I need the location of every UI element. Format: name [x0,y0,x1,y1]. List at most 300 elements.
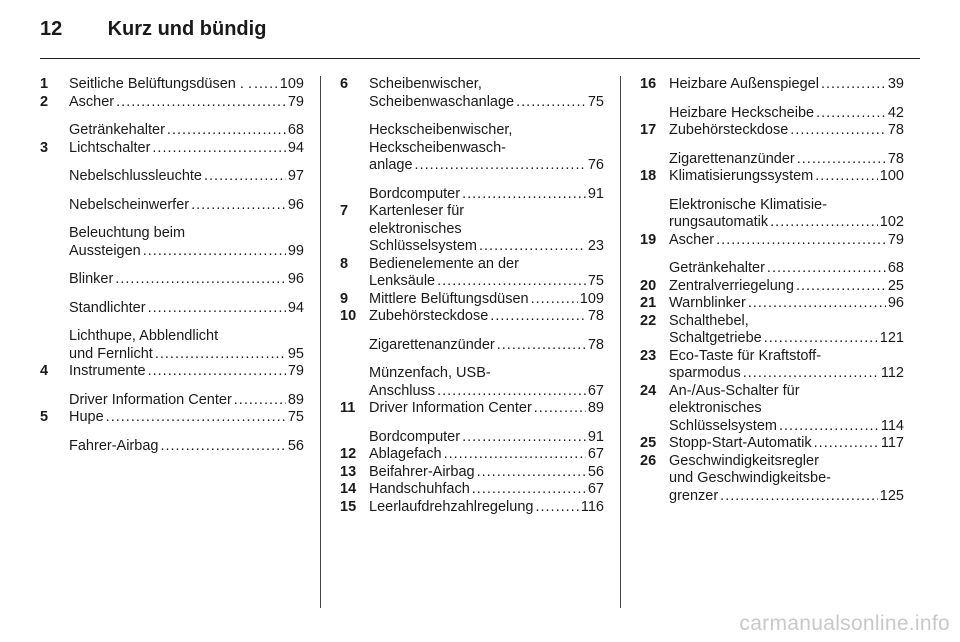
toc-entry [40,168,304,186]
item-label: Anschluss [369,382,436,399]
item-label-last-line [69,197,304,215]
dot-leader [779,418,879,436]
item-label-last-line [69,122,304,140]
item-page: 68 [287,122,304,138]
dot-leader [148,363,286,381]
item-label: rungsautomatik [669,214,769,230]
toc-entry [640,260,904,278]
toc-entry [40,94,304,112]
item-label-last-line [369,291,604,309]
item-number [40,300,69,318]
item-number: 22 [640,312,657,329]
dot-leader [437,383,586,401]
item-number: 4 [40,363,49,379]
item-number: 7 [340,203,349,219]
item-body [369,291,604,309]
item-label-last-line [69,363,304,381]
dot-leader [167,122,286,140]
toc-entry [340,337,604,355]
item-label: Ascher [69,93,115,110]
item-page: 75 [587,93,604,110]
item-number: 8 [340,255,349,272]
item-label-last-line [369,383,604,401]
item-body [69,392,304,410]
item-label-last-line [369,308,604,326]
toc-entry [40,76,304,94]
toc-entry [640,348,904,383]
dot-leader [534,400,586,418]
item-label-line: Elektronische Klimatisie- [669,196,827,213]
item-label-line: Eco-Taste für Kraftstoff- [669,347,822,364]
item-label-last-line [369,464,604,482]
item-label-last-line [69,346,304,364]
item-label-line: Kartenleser für [369,203,465,219]
item-label-line: Scheibenwischer, [369,76,482,92]
item-label-line: Geschwindigkeitsregler [669,452,819,469]
item-label-last-line [369,446,604,464]
item-label-last-line [369,238,604,256]
item-label: sparmodus [669,365,741,381]
item-page: 109 [279,76,304,92]
item-number: 26 [640,452,657,469]
item-label: Lenksäule [369,273,436,289]
item-number [40,271,69,289]
item-page: 112 [880,365,904,381]
toc-entry [40,392,304,410]
dot-leader [797,151,886,169]
toc-entry [340,481,604,499]
item-label: Stopp-Start-Automatik [669,435,812,451]
item-label: Heizbare Außenspiegel [669,76,819,92]
item-label: Zubehörsteckdose [669,122,789,138]
item-number: 17 [640,122,657,138]
item-page: 89 [587,400,604,416]
item-label-line: Münzenfach, USB- [369,365,491,381]
toc-entry [340,256,604,291]
dot-leader [716,232,886,250]
item-body [369,122,604,175]
item-body [369,464,604,482]
dot-leader [191,197,286,215]
item-page: 116 [580,498,604,515]
toc-column-1 [40,76,304,455]
item-body [369,76,604,111]
toc-entry [40,271,304,289]
dot-leader [477,464,586,482]
toc-entry [40,197,304,215]
item-label: Driver Information Center [69,391,232,408]
item-body [369,256,604,291]
item-number [40,392,69,410]
dot-leader [531,291,578,309]
item-label-line: Heckscheibenwischer, [369,122,513,138]
item-label: Scheibenwaschanlage [369,93,515,110]
item-body [369,499,604,517]
item-body [669,435,904,453]
item-label-line: Heckscheibenwasch- [369,139,507,156]
item-label-last-line [69,300,304,318]
column-divider [320,76,321,608]
item-page: 56 [587,463,604,480]
toc-entry [340,122,604,175]
item-page: 68 [887,260,904,276]
toc-entry [340,203,604,256]
item-label-last-line [669,330,904,348]
item-number: 2 [40,93,49,110]
toc-entry [640,435,904,453]
dot-leader [152,140,285,158]
toc-entry [640,278,904,296]
item-label-last-line [369,94,604,112]
item-number: 13 [340,463,357,480]
dot-leader [462,186,586,204]
toc-entry [340,499,604,517]
item-body [669,168,904,186]
item-number [340,186,369,204]
item-number [40,438,69,456]
item-body [69,271,304,289]
item-body [369,308,604,326]
item-label: Handschuhfach [369,481,470,497]
dot-leader [821,76,886,94]
item-label: Blinker [69,271,114,287]
item-label-last-line [669,418,904,436]
item-body [69,225,304,260]
item-label-last-line [669,278,904,296]
toc-entry [640,168,904,186]
item-label: und Fernlicht [69,345,153,362]
item-label-last-line [369,499,604,517]
page-number: 12 [40,18,63,40]
item-number [340,337,369,355]
toc-entry [40,140,304,158]
item-number [40,168,69,186]
item-page: 91 [587,428,604,445]
dot-leader [444,446,586,464]
item-number: 5 [40,409,49,425]
dot-leader [748,295,886,313]
item-label: Beifahrer-Airbag [369,463,475,480]
item-label-line: Beleuchtung beim [69,225,186,241]
item-body [69,94,304,112]
item-label: Nebelschlussleuchte [69,168,202,184]
dot-leader [770,214,878,232]
item-page: 114 [880,417,904,434]
item-page: 96 [287,271,304,287]
toc-entry [40,300,304,318]
item-label: Bordcomputer [369,185,461,202]
dot-leader [472,481,586,499]
item-number [640,260,669,278]
item-label-last-line [669,365,904,383]
item-number [40,197,69,215]
item-number [340,365,369,400]
toc-entry [340,464,604,482]
item-page: 100 [879,168,904,184]
item-body [69,168,304,186]
item-page: 67 [587,481,604,497]
item-body [69,409,304,427]
item-label: Lichtschalter [69,139,151,156]
item-label: Zigarettenanzünder [369,336,495,353]
item-page: 96 [287,196,304,213]
toc-entry [340,186,604,204]
item-label-last-line [669,214,904,232]
item-page: 25 [887,277,904,294]
dot-leader [204,168,286,186]
item-number [340,429,369,447]
dot-leader [479,238,586,256]
item-label-last-line [69,76,304,94]
item-label-last-line [669,260,904,278]
item-label-last-line [69,392,304,410]
toc-entry [640,197,904,232]
dot-leader [516,94,586,112]
item-body [369,481,604,499]
item-body [669,105,904,123]
dot-leader [115,271,286,289]
item-body [69,122,304,140]
page-header [40,18,266,41]
item-body [369,429,604,447]
item-label-last-line [369,400,604,418]
item-label: anlage [369,157,413,173]
item-page: 102 [879,214,904,230]
item-body [69,363,304,381]
item-body [69,76,304,94]
item-number: 15 [340,498,357,515]
item-number: 3 [40,139,49,156]
toc-entry [340,446,604,464]
item-number: 24 [640,382,657,399]
item-body [669,232,904,250]
item-body [669,313,904,348]
item-label: Getränkehalter [669,260,765,276]
item-label-last-line [669,105,904,123]
item-label-line: Lichthupe, Abblendlicht [69,328,219,344]
toc-entry [340,400,604,418]
item-page: 96 [887,295,904,311]
item-body [369,446,604,464]
item-label-line: Bedienelemente an der [369,255,519,272]
item-body [669,197,904,232]
toc-entry [40,409,304,427]
toc-entry [340,308,604,326]
dot-leader [116,94,286,112]
item-label: Heizbare Heckscheibe [669,104,815,121]
dot-leader [815,168,878,186]
item-label: Klimatisierungssystem [669,168,814,184]
item-label: Fahrer-Airbag [69,437,159,454]
dot-leader [254,76,278,94]
item-number: 11 [340,400,356,416]
item-label: Mittlere Belüftungsdüsen [369,290,529,307]
item-label: Hupe [69,409,104,425]
item-label: Getränkehalter [69,122,165,138]
item-label: Instrumente [69,363,146,379]
toc-entry [640,76,904,94]
item-body [669,295,904,313]
item-label-last-line [669,122,904,140]
item-page: 99 [287,242,304,259]
item-body [669,278,904,296]
item-number: 16 [640,76,657,92]
toc-entry [40,225,304,260]
dot-leader [767,260,886,278]
item-label-last-line [69,438,304,456]
item-label-last-line [669,168,904,186]
item-label-last-line [669,232,904,250]
toc-entry [40,438,304,456]
item-number: 25 [640,435,657,451]
item-page: 78 [587,336,604,353]
toc-entry [340,291,604,309]
item-body [669,453,904,506]
item-label-last-line [369,337,604,355]
item-label: Ascher [669,231,715,248]
item-label-line: elektronisches [369,220,462,237]
item-body [69,438,304,456]
toc-entry [40,328,304,363]
toc-entry [340,76,604,111]
item-page: 121 [879,330,904,346]
item-label-last-line [69,409,304,427]
item-label-last-line [669,435,904,453]
item-label-last-line [669,488,904,506]
dot-leader [720,488,878,506]
toc-entry [640,232,904,250]
item-body [369,186,604,204]
item-label-last-line [369,429,604,447]
item-page: 79 [287,363,304,379]
item-page: 94 [287,299,304,316]
toc-entry [640,295,904,313]
item-label-last-line [69,168,304,186]
dot-leader [160,438,285,456]
item-number [40,122,69,140]
dot-leader [155,346,286,364]
dot-leader [490,308,586,326]
item-page: 67 [587,382,604,399]
item-number: 1 [40,76,49,92]
item-label-last-line [69,243,304,261]
item-body [369,203,604,256]
item-page: 109 [579,290,604,307]
item-label: grenzer [669,487,719,504]
item-label: Zentralverriegelung [669,277,794,294]
item-label-last-line [669,295,904,313]
toc-entry [340,429,604,447]
toc-column-3 [640,76,904,505]
item-label: Driver Information Center [369,400,532,416]
item-label-line: An-/Aus-Schalter für [669,382,800,399]
item-page: 91 [587,185,604,202]
toc-entry [640,151,904,169]
dot-leader [790,122,886,140]
item-label: Schlüsselsystem [669,417,777,434]
item-label: Standlichter [69,299,146,316]
item-body [369,400,604,418]
item-body [669,260,904,278]
item-body [669,383,904,436]
item-label: Warnblinker [669,295,746,311]
dot-leader [415,157,586,175]
item-page: 117 [880,435,904,451]
item-number: 21 [640,295,657,311]
item-number [640,151,669,169]
toc-column-2 [340,76,604,516]
dot-leader [234,392,286,410]
watermark: carmanualsonline.info [739,612,950,635]
item-page: 78 [887,122,904,138]
item-label: Nebelscheinwerfer [69,196,190,213]
item-label: Zigarettenanzünder [669,150,795,167]
item-page: 67 [587,446,604,462]
item-page: 79 [887,231,904,248]
item-page: 94 [287,139,304,156]
item-label-last-line [69,140,304,158]
item-label-last-line [669,151,904,169]
item-page: 75 [287,409,304,425]
item-page: 23 [587,238,604,254]
toc-entry [640,122,904,140]
item-page: 97 [287,168,304,184]
column-divider [620,76,621,608]
item-body [369,337,604,355]
item-page: 39 [887,76,904,92]
item-body [369,365,604,400]
item-label-last-line [69,94,304,112]
toc-entry [640,383,904,436]
item-body [669,348,904,383]
item-number: 12 [340,446,357,462]
item-number [340,122,369,175]
item-page: 78 [587,308,604,324]
item-label-last-line [369,157,604,175]
item-body [669,76,904,94]
item-page: 76 [587,157,604,173]
dot-leader [535,499,578,517]
dot-leader [497,337,586,355]
page-title: Kurz und bündig [107,18,267,40]
toc-entry [640,313,904,348]
item-label-line: Schalthebel, [669,312,749,329]
item-label-last-line [369,481,604,499]
item-label: Leerlaufdrehzahlregelung [369,498,534,515]
item-number: 10 [340,308,357,324]
dot-leader [148,300,286,318]
item-page: 56 [287,437,304,454]
item-label: Ablagefach [369,446,442,462]
item-page: 75 [587,273,604,289]
item-label-last-line [369,273,604,291]
item-number [40,328,69,363]
toc-entry [40,363,304,381]
item-number: 14 [340,481,357,497]
item-label: Aussteigen [69,242,141,259]
item-body [69,197,304,215]
item-label: Schlüsselsystem [369,238,477,254]
item-page: 42 [887,104,904,121]
item-body [69,140,304,158]
item-number: 18 [640,168,657,184]
item-label-line: elektronisches [669,400,762,416]
item-body [69,328,304,363]
item-number [40,225,69,260]
item-page: 125 [879,487,904,504]
item-label-last-line [369,186,604,204]
item-label-last-line [69,271,304,289]
